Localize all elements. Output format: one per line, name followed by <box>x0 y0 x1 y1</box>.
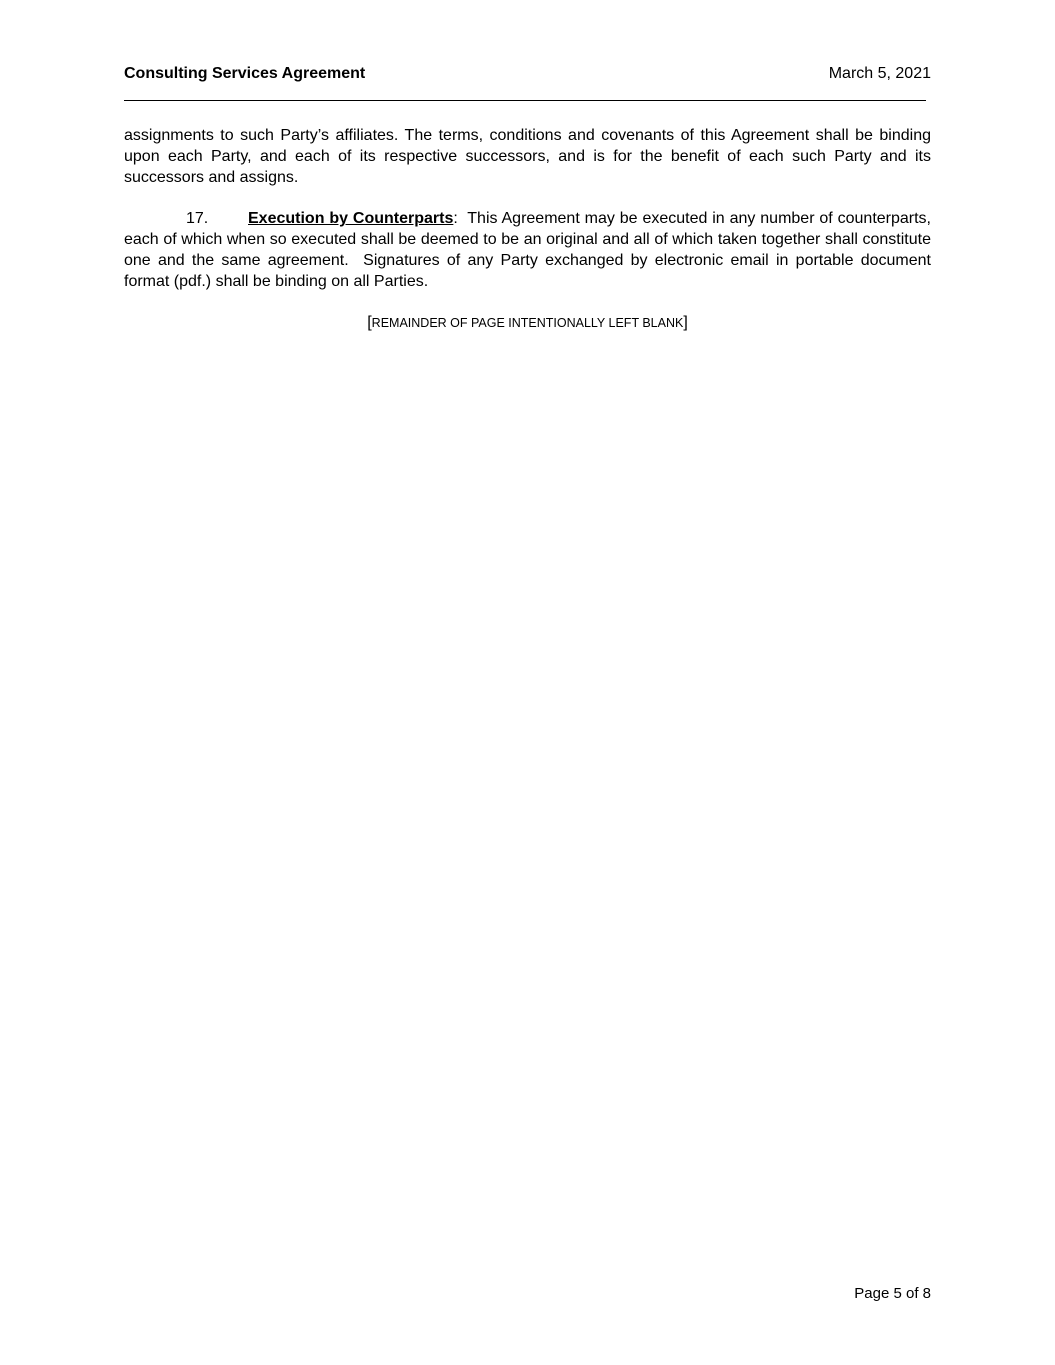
page-header <box>124 63 931 85</box>
document-date: March 5, 2021 <box>828 65 931 82</box>
paragraph-continuation: assignments to such Party’s affiliates. The terms, conditions and covenants of this Agreement shall be binding upon each Party, and each of its respective successors, and is for the benefit of each such Party and its successors and assigns. <box>124 127 931 186</box>
remainder-blank-notice <box>124 312 931 334</box>
section-number: 17. <box>186 210 209 227</box>
section-heading: Execution by Counterparts <box>248 210 454 227</box>
section-17-paragraph <box>124 208 936 292</box>
close-bracket: ] <box>683 314 688 331</box>
document-title: Consulting Services Agreement <box>124 65 366 82</box>
section-text: This Agreement may be executed in any number of counterparts, each of which when so executed shall be deemed to be an original and all of which taken together shall constitute one and the same agreement. Signatures of any Party exchanged by electronic email in portable document format (pdf.) shall be binding on all Parties. <box>124 210 936 290</box>
open-bracket: [ <box>367 314 372 331</box>
header-divider <box>124 100 926 101</box>
page-number: Page 5 of 8 <box>854 1285 931 1302</box>
blank-notice-text: REMAINDER OF PAGE INTENTIONALLY LEFT BLANK <box>371 316 684 330</box>
section-heading-separator: : <box>453 210 458 227</box>
